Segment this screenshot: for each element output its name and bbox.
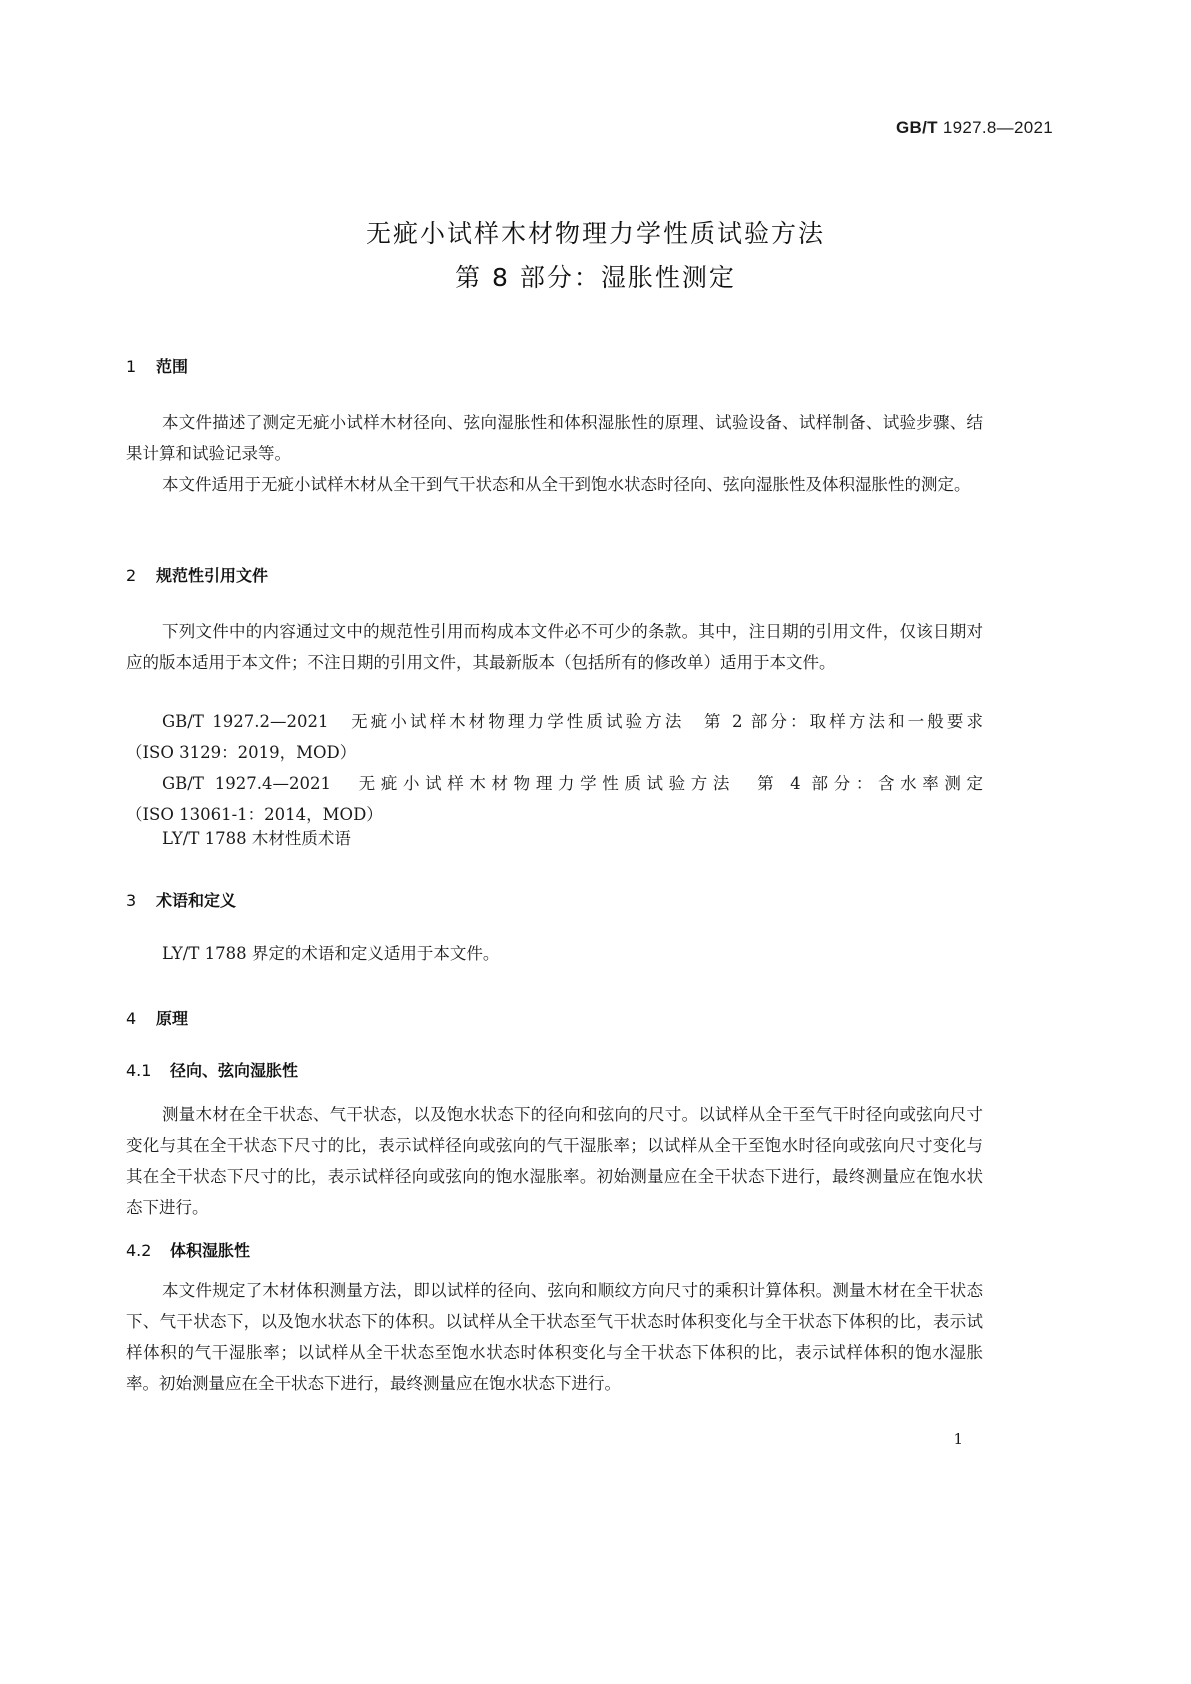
subsection-number: 4.2 — [126, 1241, 152, 1260]
standard-code: 1927.8—2021 — [942, 118, 1053, 137]
subsection-title: 体积湿胀性 — [170, 1241, 251, 1260]
scope-paragraph-1: 本文件描述了测定无疵小试样木材径向、弦向湿胀性和体积湿胀性的原理、试验设备、试样制备、试验步骤、结果计算和试验记录等。 — [126, 413, 983, 463]
section-heading-principle — [126, 1006, 188, 1029]
subsection-heading-volumetric — [126, 1238, 250, 1261]
standard-prefix: GB/T — [896, 118, 938, 137]
terms-paragraph: LY/T 1788 界定的术语和定义适用于本文件。 — [162, 944, 500, 963]
section-title: 规范性引用文件 — [156, 566, 269, 585]
reference-item-1 — [126, 706, 983, 768]
reference-iso-equivalent: （ISO 3129：2019，MOD） — [126, 743, 357, 762]
subsection-title: 径向、弦向湿胀性 — [170, 1061, 299, 1080]
reference-item-3 — [126, 823, 983, 854]
document-subtitle: 第 8 部分：湿胀性测定 — [455, 263, 736, 292]
section-heading-scope — [126, 354, 188, 377]
radial-tangential-paragraph: 测量木材在全干状态、气干状态，以及饱水状态下的径向和弦向的尺寸。以试样从全干至气干时径向或弦向尺寸变化与其在全干状态下尺寸的比，表示试样径向或弦向的气干湿胀率；以试样从全干至饱水时径向或弦向尺寸变化与其在全干状态下尺寸的比，表示试样径向或弦向的饱水湿胀率。初始测量应在全干状态下进行，最终测量应在饱水状态下进行。 — [126, 1105, 983, 1217]
reference-title: GB/T 1927.4—2021 无疵小试样木材物理力学性质试验方法 第 4 部分：含水率测定 — [162, 774, 983, 793]
subsection-heading-radial-tangential — [126, 1058, 298, 1081]
standard-number — [896, 118, 1053, 138]
reference-title: LY/T 1788 木材性质术语 — [162, 829, 351, 848]
section-heading-terms — [126, 888, 236, 911]
section-title: 术语和定义 — [156, 891, 237, 910]
reference-item-2 — [126, 768, 983, 830]
document-title: 无疵小试样木材物理力学性质试验方法 — [365, 219, 825, 248]
reference-iso-equivalent: （ISO 13061-1：2014，MOD） — [126, 805, 383, 824]
references-intro-paragraph: 下列文件中的内容通过文中的规范性引用而构成本文件必不可少的条款。其中，注日期的引用文件，仅该日期对应的版本适用于本文件；不注日期的引用文件，其最新版本（包括所有的修改单）适用于本文件。 — [126, 622, 983, 672]
section-number: 3 — [126, 891, 137, 910]
volumetric-paragraph: 本文件规定了木材体积测量方法，即以试样的径向、弦向和顺纹方向尺寸的乘积计算体积。测量木材在全干状态下、气干状态下，以及饱水状态下的体积。以试样从全干状态至气干状态时体积变化与全干状态下体积的比，表示试样体积的气干湿胀率；以试样从全干状态至饱水状态时体积变化与全干状态下体积的比，表示试样体积的饱水湿胀率。初始测量应在全干状态下进行，最终测量应在饱水状态下进行。 — [126, 1281, 983, 1393]
section-number: 4 — [126, 1009, 137, 1028]
section-number: 1 — [126, 357, 137, 376]
section-title: 原理 — [156, 1009, 189, 1028]
section-heading-normative-references — [126, 563, 268, 586]
page-number: 1 — [953, 1430, 963, 1448]
section-number: 2 — [126, 566, 137, 585]
scope-paragraph-2: 本文件适用于无疵小试样木材从全干到气干状态和从全干到饱水状态时径向、弦向湿胀性及体积湿胀性的测定。 — [162, 475, 971, 494]
section-title: 范围 — [156, 357, 189, 376]
subsection-number: 4.1 — [126, 1061, 152, 1080]
reference-title: GB/T 1927.2—2021 无疵小试样木材物理力学性质试验方法 第 2 部分：取样方法和一般要求 — [162, 712, 983, 731]
